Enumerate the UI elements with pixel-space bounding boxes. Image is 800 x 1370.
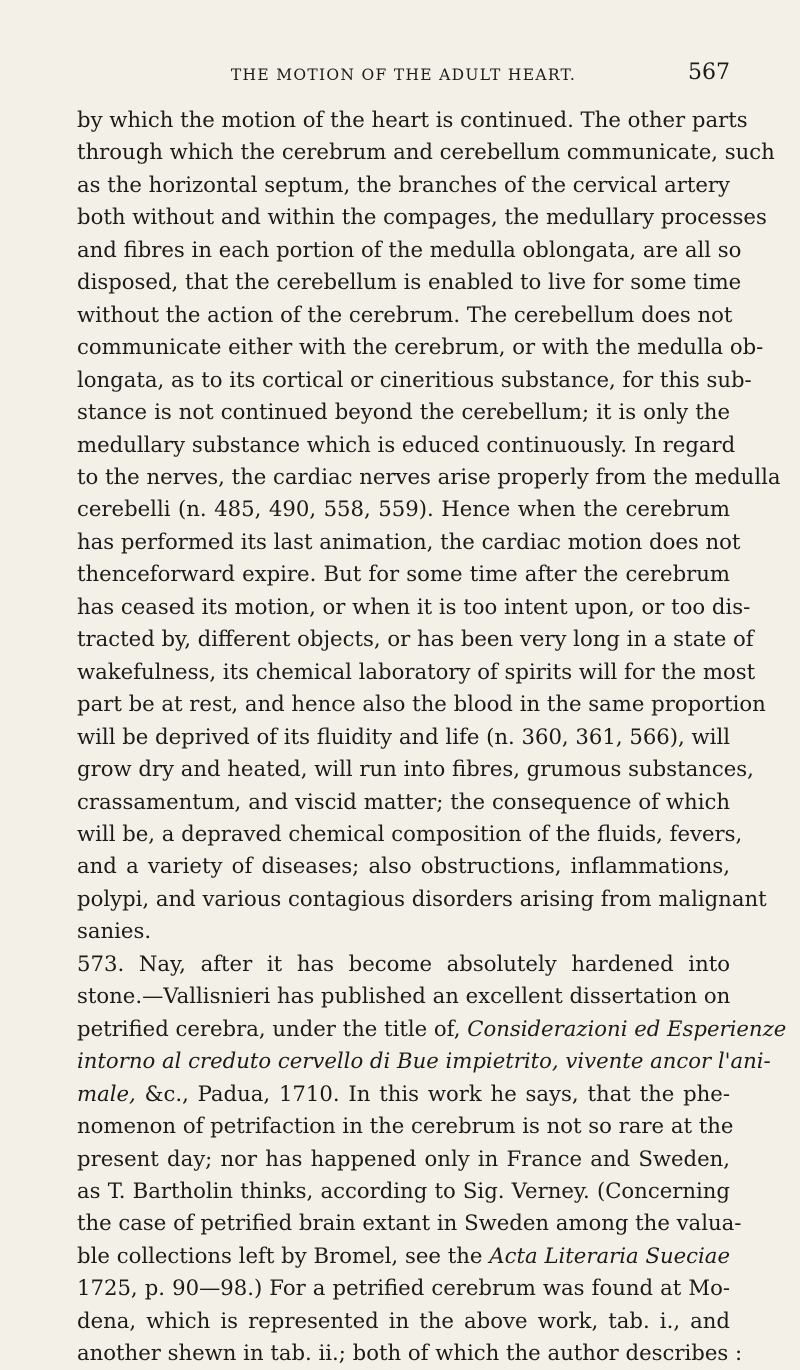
text-line: grow dry and heated, will run into fibres, grumous substances, [77, 756, 754, 782]
text-line: tracted by, different objects, or has been very long in a state of [77, 626, 754, 652]
text-line: communicate either with the cerebrum, or with the medulla ob- [77, 334, 764, 360]
text-line-mixed [77, 1240, 730, 1272]
text-span: ble collections left by Bromel, see the [77, 1242, 483, 1268]
text-line: without the action of the cerebrum. The cerebellum does not [77, 301, 733, 327]
text-line: as T. Bartholin thinks, according to Sig. Verney. (Concerning [77, 1177, 730, 1203]
page-number: 567 [688, 60, 730, 85]
text-line: dena, which is represented in the above work, tab. i., and [77, 1307, 730, 1333]
text-line: the case of petrified brain extant in Sweden among the valua- [77, 1210, 742, 1236]
text-line: present day; nor has happened only in France and Sweden, [77, 1145, 730, 1171]
text-line: disposed, that the cerebellum is enabled to live for some time [77, 269, 742, 295]
text-span: petrified cerebra, under the title of, [77, 1015, 461, 1041]
text-line: medullary substance which is educed continuously. In regard [77, 431, 736, 457]
text-line: stone.—Vallisnieri has published an excellent dissertation on [77, 983, 731, 1009]
page-header [77, 62, 730, 92]
text-line: crassamentum, and viscid matter; the consequence of which [77, 788, 730, 814]
text-line: wakefulness, its chemical laboratory of spirits will for the most [77, 658, 756, 684]
text-line: and fibres in each portion of the medulla oblongata, are all so [77, 236, 742, 262]
text-line: both without and within the compages, the medullary processes [77, 204, 767, 230]
text-line: as the horizontal septum, the branches of the cervical artery [77, 171, 730, 197]
text-line: to the nerves, the cardiac nerves arise properly from the medulla [77, 463, 781, 489]
text-line: another shewn in tab. ii.; both of which the author describes : [77, 1340, 743, 1366]
italic-title: intorno al creduto cervello di Bue impietrito, vivente ancor l'ani- [77, 1048, 771, 1074]
text-line: by which the motion of the heart is continued. The other parts [77, 107, 748, 132]
text-line: 573. Nay, after it has become absolutely hardened into [77, 950, 730, 976]
text-line: has ceased its motion, or when it is too intent upon, or too dis- [77, 593, 751, 619]
text-line-mixed [77, 1078, 730, 1110]
text-line-mixed [77, 1013, 787, 1045]
text-span: &c., Padua, 1710. In this work he says, that the phe- [144, 1080, 730, 1106]
text-line: sanies. [77, 918, 152, 944]
text-line: through which the cerebrum and cerebellum communicate, such [77, 139, 775, 165]
text-line: longata, as to its cortical or cineritious substance, for this sub- [77, 366, 752, 392]
italic-title: Acta Literaria Sueciae [489, 1242, 730, 1268]
text-line: 1725, p. 90—98.) For a petrified cerebrum was found at Mo- [77, 1275, 730, 1301]
text-line: stance is not continued beyond the cerebellum; it is only the [77, 399, 730, 425]
text-line: cerebelli (n. 485, 490, 558, 559). Hence when the cerebrum [77, 496, 730, 522]
body-text [77, 104, 787, 1370]
text-line: has performed its last animation, the cardiac motion does not [77, 528, 741, 554]
text-line: will be deprived of its fluidity and life (n. 360, 361, 566), will [77, 723, 730, 749]
running-head: THE MOTION OF THE ADULT HEART. [230, 66, 577, 84]
text-line: thenceforward expire. But for some time after the cerebrum [77, 561, 730, 587]
text-line: polypi, and various contagious disorders arising from malignant [77, 885, 767, 911]
text-line: nomenon of petrifaction in the cerebrum is not so rare at the [77, 1113, 734, 1139]
text-line-italic [77, 1045, 771, 1077]
italic-title: Considerazioni ed Esperienze [467, 1015, 787, 1041]
text-line: part be at rest, and hence also the blood in the same proportion [77, 691, 766, 717]
text-line: will be, a depraved chemical composition of the fluids, fevers, [77, 820, 743, 846]
text-line: and a variety of diseases; also obstructions, inflammations, [77, 853, 730, 879]
italic-title: male, [77, 1080, 136, 1106]
